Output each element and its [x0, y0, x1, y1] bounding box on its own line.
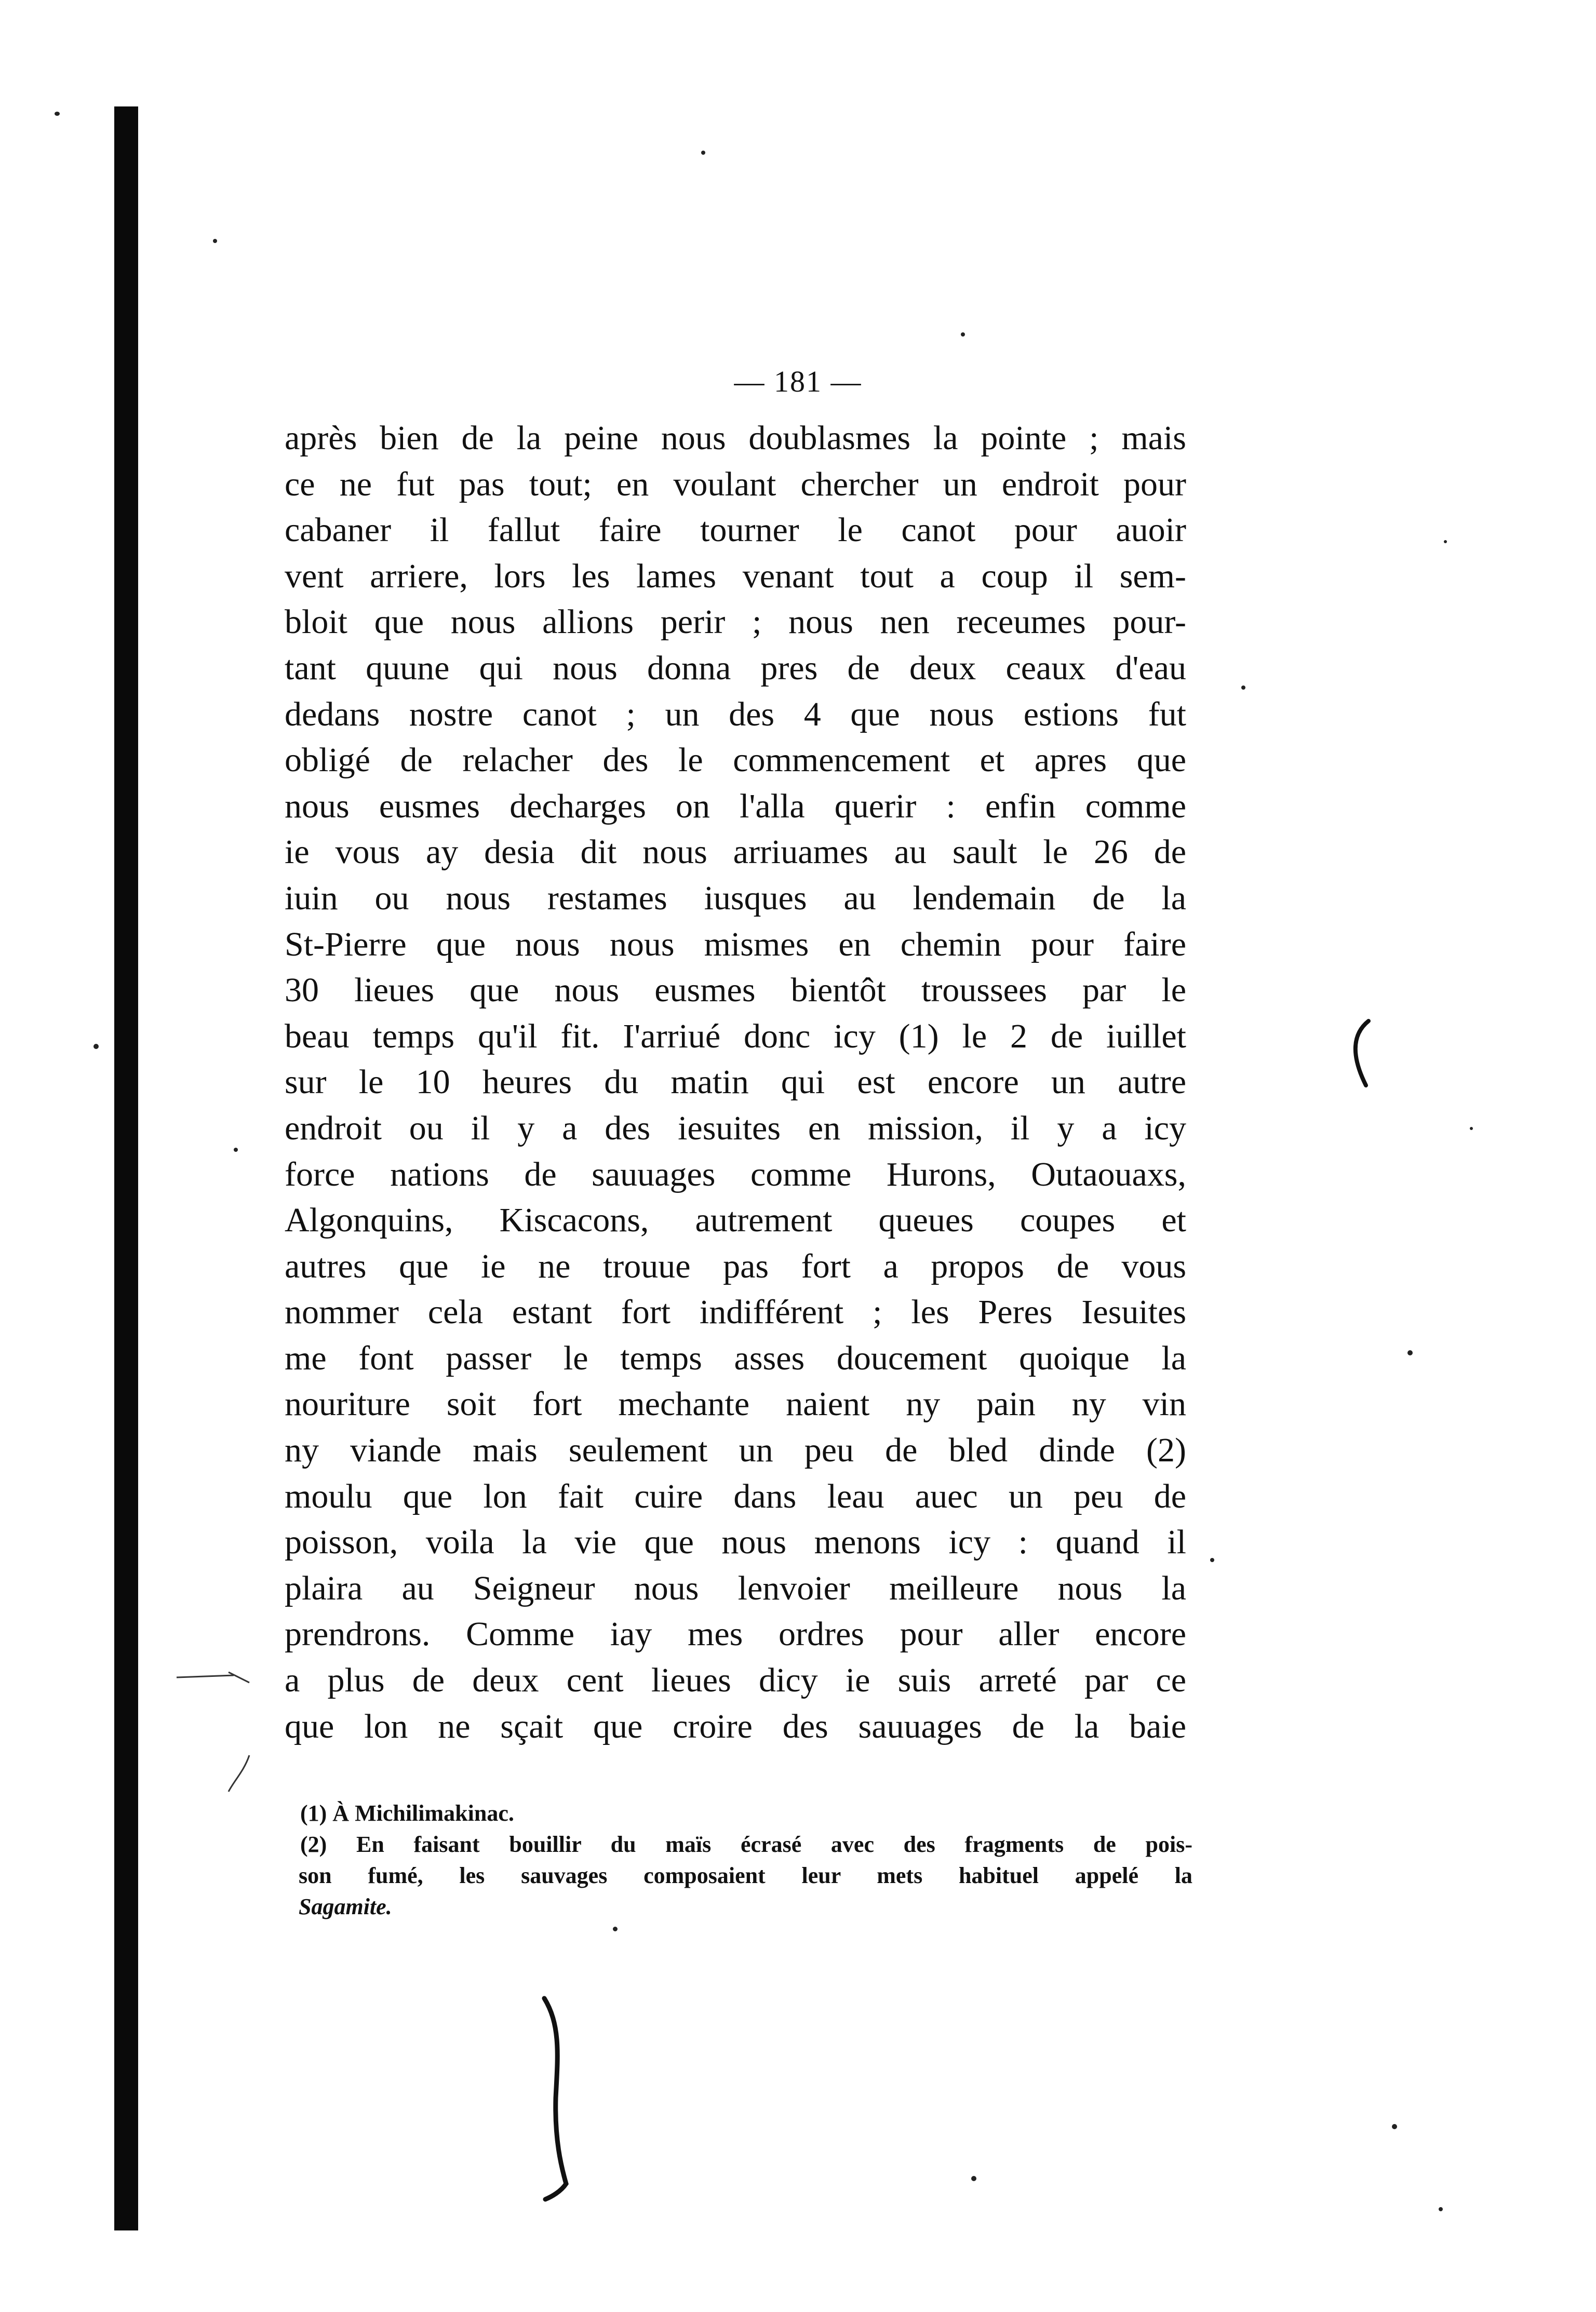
- body-line: St-Pierre que nous nous mismes en chemin pour faire: [285, 925, 1186, 963]
- body-line: endroit ou il y a des iesuites en mission, il y a icy: [285, 1109, 1186, 1147]
- speck: [961, 332, 965, 337]
- speck: [93, 1044, 99, 1049]
- body-line: sur le 10 heures du matin qui est encore un autre: [285, 1063, 1186, 1101]
- body-line: ny viande mais seulement un peu de bled dinde (2): [285, 1431, 1186, 1470]
- body-line: poisson, voila la vie que nous menons icy : quand il: [285, 1523, 1186, 1562]
- body-line: ce ne fut pas tout; en voulant chercher un endroit pour: [285, 465, 1186, 503]
- body-line: autres que ie ne trouue pas fort a propos de vous: [285, 1247, 1186, 1285]
- body-line: 30 lieues que nous eusmes bientôt troussees par le: [285, 971, 1186, 1010]
- body-line: Algonquins, Kiscacons, autrement queues coupes et: [285, 1201, 1186, 1240]
- speck: [1210, 1558, 1214, 1562]
- margin-scribble-mark: [171, 1641, 265, 1797]
- speck: [701, 151, 705, 155]
- binding-edge: [114, 106, 138, 2230]
- speck: [1439, 2207, 1443, 2211]
- body-line: prendrons. Comme iay mes ordres pour aller encore: [285, 1615, 1186, 1654]
- body-line: que lon ne sçait que croire des sauuages de la baie: [285, 1707, 1186, 1745]
- body-line: après bien de la peine nous doublasmes la pointe ; mais: [285, 419, 1186, 457]
- body-line: nommer cela estant fort indifférent ; les Peres Iesuites: [285, 1293, 1186, 1332]
- page-number: — 181 —: [734, 365, 862, 398]
- body-line: plaira au Seigneur nous lenvoier meilleure nous la: [285, 1569, 1186, 1607]
- body-line: force nations de sauuages comme Hurons, Outaouaxs,: [285, 1155, 1186, 1193]
- footnote-2-term: Sagamite.: [299, 1894, 392, 1919]
- speck: [1470, 1127, 1473, 1130]
- body-line: me font passer le temps asses doucement quoique la: [285, 1339, 1186, 1377]
- body-line: obligé de relacher des le commencement et apres que: [285, 741, 1186, 779]
- speck: [613, 1927, 618, 1931]
- speck: [1407, 1350, 1413, 1355]
- speck: [1241, 685, 1245, 690]
- footnote-2-line-1: (2) En faisant bouillir du maïs écrasé avec des fragments de pois-: [300, 1832, 1192, 1857]
- body-line: nous eusmes decharges on l'alla querir : enfin comme: [285, 787, 1186, 825]
- body-line: dedans nostre canot ; un des 4 que nous estions fut: [285, 695, 1186, 733]
- body-line: beau temps qu'il fit. I'arriué donc icy (1) le 2 de iuillet: [285, 1017, 1186, 1055]
- speck: [1392, 2124, 1397, 2129]
- body-line: nouriture soit fort mechante naient ny pain ny vin: [285, 1385, 1186, 1423]
- body-line: a plus de deux cent lieues dicy ie suis arreté par ce: [285, 1661, 1186, 1700]
- speck: [1444, 540, 1447, 543]
- body-line: iuin ou nous restames iusques au lendemain de la: [285, 879, 1186, 917]
- speck: [234, 1148, 238, 1152]
- body-line: ie vous ay desia dit nous arriuames au sault le 26 de: [285, 833, 1186, 871]
- body-text: [285, 415, 1186, 1750]
- margin-paren-mark: [1345, 1018, 1376, 1091]
- body-line: vent arriere, lors les lames venant tout a coup il sem-: [285, 557, 1186, 595]
- footnotes: [300, 1798, 1192, 1923]
- speck: [55, 112, 60, 116]
- speck: [213, 239, 217, 243]
- footnote-2-line-2: son fumé, les sauvages composaient leur mets habituel appelé la: [299, 1863, 1192, 1888]
- pencil-bracket-mark: [540, 1994, 587, 2202]
- body-line: bloit que nous allions perir ; nous nen receumes pour-: [285, 603, 1186, 641]
- speck: [971, 2176, 976, 2181]
- body-line: moulu que lon fait cuire dans leau auec un peu de: [285, 1477, 1186, 1515]
- body-line: cabaner il fallut faire tourner le canot pour auoir: [285, 511, 1186, 549]
- footnote-1: (1) À Michilimakinac.: [300, 1800, 514, 1826]
- body-line: tant quune qui nous donna pres de deux ceaux d'eau: [285, 649, 1186, 687]
